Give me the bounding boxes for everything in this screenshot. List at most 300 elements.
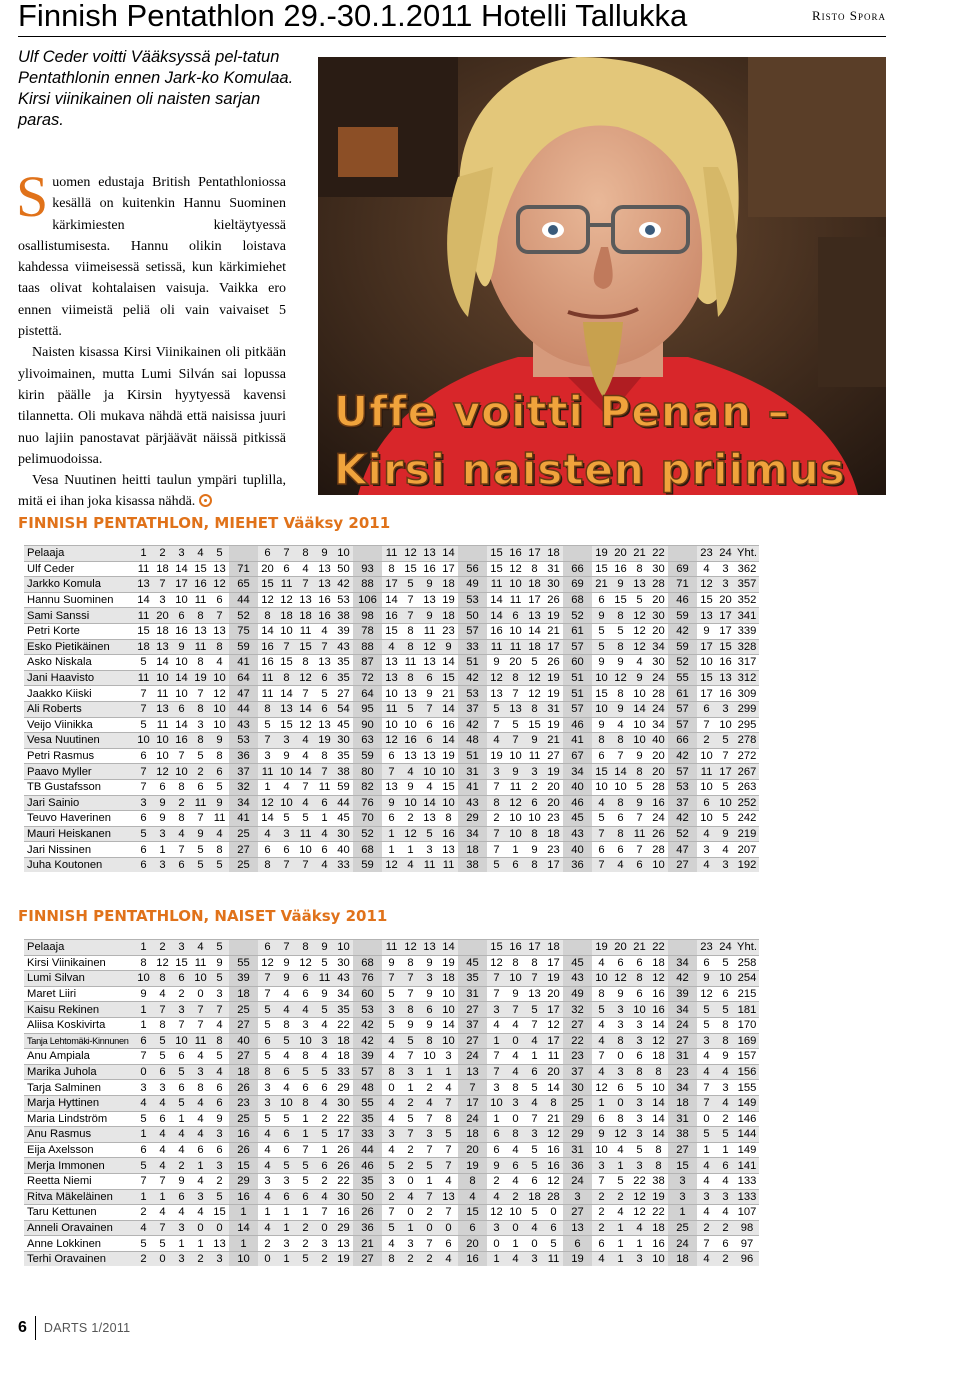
leg-score: 31 bbox=[544, 561, 563, 577]
leg-score: 3 bbox=[697, 1033, 716, 1049]
leg-score: 6 bbox=[315, 670, 334, 686]
leg-score: 3 bbox=[525, 764, 544, 780]
leg-score: 53 bbox=[334, 592, 353, 608]
total-score: 362 bbox=[735, 561, 759, 577]
leg-score: 7 bbox=[153, 577, 172, 593]
leg-score: 3 bbox=[439, 1049, 458, 1065]
leg-score: 1 bbox=[420, 1173, 439, 1189]
leg-score: 8 bbox=[277, 670, 296, 686]
leg-score: 5 bbox=[401, 701, 420, 717]
leg-score: 6 bbox=[315, 701, 334, 717]
leg-score: 3 bbox=[420, 1127, 439, 1143]
leg-score: 10 bbox=[172, 764, 191, 780]
leg-score: 9 bbox=[172, 1173, 191, 1189]
leg-score: 15 bbox=[191, 561, 210, 577]
leg-score: 5 bbox=[525, 1158, 544, 1174]
leg-score: 6 bbox=[697, 795, 716, 811]
leg-score: 6 bbox=[439, 1236, 458, 1252]
column-header: 5 bbox=[210, 546, 229, 562]
leg-score: 50 bbox=[334, 561, 353, 577]
leg-score: 3 bbox=[258, 748, 277, 764]
set-subtotal: 3 bbox=[563, 1189, 592, 1205]
leg-score: 1 bbox=[487, 1033, 506, 1049]
leg-score: 2 bbox=[420, 1205, 439, 1221]
leg-score: 18 bbox=[525, 639, 544, 655]
leg-score: 42 bbox=[334, 577, 353, 593]
leg-score: 4 bbox=[258, 1189, 277, 1205]
leg-score: 12 bbox=[649, 971, 668, 987]
set-subtotal: 63 bbox=[353, 733, 382, 749]
leg-score: 10 bbox=[506, 748, 525, 764]
leg-score: 26 bbox=[334, 1142, 353, 1158]
leg-score: 20 bbox=[153, 608, 172, 624]
leg-score: 8 bbox=[525, 561, 544, 577]
leg-score: 18 bbox=[277, 608, 296, 624]
leg-score: 14 bbox=[439, 701, 458, 717]
leg-score: 4 bbox=[382, 1049, 401, 1065]
column-header: 3 bbox=[172, 546, 191, 562]
article-paragraph-1: Suomen edustaja British Pentathloniossa kesällä on kuitenkin Hannu Suominen kärkimiesten kieltäytyessä osallistumisesta. Hannu olikin loistava kahdessa viimeisessä setissä, kun kärkimiehet taas olivat kohtalaisen vaisuja. Vaikka ero ennen viimeistä peliä oli vain vaivaiset 5 pistettä. bbox=[16, 164, 286, 340]
column-header: 4 bbox=[191, 546, 210, 562]
set-subtotal: 1 bbox=[229, 1236, 258, 1252]
leg-score: 14 bbox=[420, 795, 439, 811]
leg-score: 6 bbox=[210, 1095, 229, 1111]
leg-score: 7 bbox=[172, 1017, 191, 1033]
leg-score: 10 bbox=[649, 1251, 668, 1266]
total-score: 242 bbox=[735, 811, 759, 827]
leg-score: 6 bbox=[134, 748, 153, 764]
leg-score: 16 bbox=[649, 1236, 668, 1252]
leg-score: 10 bbox=[439, 986, 458, 1002]
set-subtotal: 6 bbox=[563, 1236, 592, 1252]
magazine-issue: DARTS 1/2011 bbox=[43, 1321, 131, 1335]
player-name: TB Gustafsson bbox=[24, 779, 134, 795]
leg-score: 11 bbox=[630, 826, 649, 842]
leg-score: 0 bbox=[611, 1095, 630, 1111]
set-subtotal: 48 bbox=[458, 733, 487, 749]
leg-score: 3 bbox=[525, 1251, 544, 1266]
leg-score: 8 bbox=[382, 1251, 401, 1266]
leg-score: 1 bbox=[401, 842, 420, 858]
leg-score: 11 bbox=[296, 623, 315, 639]
player-name: Jari Nissinen bbox=[24, 842, 134, 858]
table-row bbox=[24, 1033, 759, 1049]
set-subtotal: 15 bbox=[668, 1158, 697, 1174]
leg-score: 2 bbox=[401, 1251, 420, 1266]
table-row bbox=[24, 826, 759, 842]
leg-score: 7 bbox=[210, 608, 229, 624]
leg-score: 8 bbox=[191, 701, 210, 717]
column-header: 7 bbox=[277, 940, 296, 956]
leg-score: 3 bbox=[153, 592, 172, 608]
leg-score: 15 bbox=[592, 561, 611, 577]
leg-score: 2 bbox=[592, 1205, 611, 1221]
leg-score: 12 bbox=[382, 733, 401, 749]
leg-score: 9 bbox=[630, 795, 649, 811]
set-subtotal: 27 bbox=[563, 1205, 592, 1221]
leg-score: 17 bbox=[334, 1127, 353, 1143]
column-header bbox=[458, 940, 487, 956]
leg-score: 5 bbox=[592, 1002, 611, 1018]
leg-score: 38 bbox=[334, 764, 353, 780]
leg-score: 8 bbox=[191, 733, 210, 749]
set-subtotal: 52 bbox=[229, 608, 258, 624]
leg-score: 4 bbox=[592, 1033, 611, 1049]
leg-score: 10 bbox=[134, 971, 153, 987]
column-header: 21 bbox=[630, 546, 649, 562]
leg-score: 8 bbox=[258, 857, 277, 872]
leg-score: 2 bbox=[611, 1189, 630, 1205]
table-header-row bbox=[24, 940, 759, 956]
leg-score: 14 bbox=[439, 733, 458, 749]
leg-score: 4 bbox=[153, 986, 172, 1002]
leg-score: 8 bbox=[296, 1095, 315, 1111]
leg-score: 12 bbox=[258, 592, 277, 608]
leg-score: 4 bbox=[592, 1251, 611, 1266]
leg-score: 10 bbox=[592, 779, 611, 795]
leg-score: 4 bbox=[210, 1017, 229, 1033]
leg-score: 8 bbox=[630, 764, 649, 780]
set-subtotal: 46 bbox=[563, 795, 592, 811]
leg-score: 3 bbox=[172, 1251, 191, 1266]
leg-score: 14 bbox=[134, 592, 153, 608]
leg-score: 9 bbox=[716, 826, 735, 842]
set-subtotal: 68 bbox=[563, 592, 592, 608]
leg-score: 26 bbox=[544, 655, 563, 671]
leg-score: 6 bbox=[277, 1142, 296, 1158]
leg-score: 8 bbox=[401, 639, 420, 655]
leg-score: 18 bbox=[649, 955, 668, 971]
leg-score: 6 bbox=[420, 1002, 439, 1018]
leg-score: 4 bbox=[134, 1220, 153, 1236]
leg-score: 5 bbox=[716, 779, 735, 795]
leg-score: 3 bbox=[487, 764, 506, 780]
player-name: Sami Sanssi bbox=[24, 608, 134, 624]
leg-score: 7 bbox=[697, 1080, 716, 1096]
table-row bbox=[24, 764, 759, 780]
leg-score: 12 bbox=[611, 670, 630, 686]
leg-score: 2 bbox=[401, 1095, 420, 1111]
set-subtotal: 59 bbox=[668, 639, 697, 655]
leg-score: 6 bbox=[172, 1049, 191, 1065]
leg-score: 10 bbox=[649, 1080, 668, 1096]
leg-score: 1 bbox=[439, 1064, 458, 1080]
table-row bbox=[24, 857, 759, 872]
leg-score: 8 bbox=[210, 1033, 229, 1049]
leg-score: 10 bbox=[630, 733, 649, 749]
leg-score: 5 bbox=[611, 1173, 630, 1189]
leg-score: 9 bbox=[420, 608, 439, 624]
leg-score: 1 bbox=[153, 842, 172, 858]
set-subtotal: 39 bbox=[229, 971, 258, 987]
leg-score: 4 bbox=[716, 1173, 735, 1189]
leg-score: 23 bbox=[544, 811, 563, 827]
leg-score: 7 bbox=[697, 1236, 716, 1252]
leg-score: 7 bbox=[296, 1142, 315, 1158]
leg-score: 15 bbox=[210, 1205, 229, 1221]
leg-score: 1 bbox=[296, 1111, 315, 1127]
leg-score: 13 bbox=[315, 561, 334, 577]
leg-score: 15 bbox=[592, 764, 611, 780]
leg-score: 13 bbox=[210, 623, 229, 639]
set-subtotal: 21 bbox=[353, 1236, 382, 1252]
leg-score: 7 bbox=[487, 779, 506, 795]
column-header: 9 bbox=[315, 546, 334, 562]
leg-score: 1 bbox=[296, 1205, 315, 1221]
player-name: Mauri Heiskanen bbox=[24, 826, 134, 842]
leg-score: 15 bbox=[277, 655, 296, 671]
set-subtotal: 42 bbox=[668, 811, 697, 827]
leg-score: 13 bbox=[506, 701, 525, 717]
set-subtotal: 4 bbox=[458, 1189, 487, 1205]
leg-score: 39 bbox=[334, 623, 353, 639]
leg-score: 30 bbox=[649, 561, 668, 577]
leg-score: 4 bbox=[191, 1095, 210, 1111]
leg-score: 7 bbox=[277, 639, 296, 655]
leg-score: 6 bbox=[172, 971, 191, 987]
leg-score: 14 bbox=[630, 701, 649, 717]
leg-score: 7 bbox=[315, 639, 334, 655]
leg-score: 7 bbox=[439, 1142, 458, 1158]
leg-score: 12 bbox=[487, 955, 506, 971]
leg-score: 3 bbox=[716, 701, 735, 717]
set-subtotal: 42 bbox=[458, 670, 487, 686]
column-header: 15 bbox=[487, 940, 506, 956]
leg-score: 7 bbox=[487, 717, 506, 733]
leg-score: 4 bbox=[210, 826, 229, 842]
leg-score: 11 bbox=[487, 639, 506, 655]
leg-score: 5 bbox=[697, 1127, 716, 1143]
leg-score: 6 bbox=[611, 842, 630, 858]
leg-score: 6 bbox=[277, 561, 296, 577]
leg-score: 9 bbox=[506, 986, 525, 1002]
leg-score: 16 bbox=[716, 655, 735, 671]
set-subtotal: 42 bbox=[668, 748, 697, 764]
total-score: 339 bbox=[735, 623, 759, 639]
leg-score: 4 bbox=[525, 1033, 544, 1049]
leg-score: 11 bbox=[315, 971, 334, 987]
set-subtotal: 34 bbox=[458, 826, 487, 842]
leg-score: 4 bbox=[315, 1049, 334, 1065]
leg-score: 4 bbox=[697, 1173, 716, 1189]
leg-score: 11 bbox=[191, 1033, 210, 1049]
table-row bbox=[24, 1205, 759, 1221]
leg-score: 1 bbox=[315, 811, 334, 827]
leg-score: 5 bbox=[697, 1017, 716, 1033]
leg-score: 7 bbox=[716, 748, 735, 764]
leg-score: 3 bbox=[401, 1236, 420, 1252]
leg-score: 14 bbox=[649, 1127, 668, 1143]
leg-score: 12 bbox=[630, 1189, 649, 1205]
column-header bbox=[668, 940, 697, 956]
leg-score: 22 bbox=[649, 1205, 668, 1221]
leg-score: 3 bbox=[506, 1095, 525, 1111]
leg-score: 9 bbox=[611, 655, 630, 671]
set-subtotal: 38 bbox=[458, 857, 487, 872]
leg-score: 10 bbox=[210, 670, 229, 686]
leg-score: 9 bbox=[592, 1127, 611, 1143]
leg-score: 6 bbox=[134, 811, 153, 827]
player-name: Asko Niskala bbox=[24, 655, 134, 671]
set-subtotal: 31 bbox=[458, 986, 487, 1002]
leg-score: 3 bbox=[210, 986, 229, 1002]
leg-score: 13 bbox=[277, 701, 296, 717]
leg-score: 5 bbox=[296, 1173, 315, 1189]
set-subtotal: 23 bbox=[229, 1095, 258, 1111]
leg-score: 3 bbox=[210, 1158, 229, 1174]
leg-score: 12 bbox=[525, 686, 544, 702]
column-header: 8 bbox=[296, 546, 315, 562]
column-header: 15 bbox=[487, 546, 506, 562]
table-row bbox=[24, 686, 759, 702]
set-subtotal: 106 bbox=[353, 592, 382, 608]
leg-score: 4 bbox=[315, 1189, 334, 1205]
leg-score: 11 bbox=[153, 717, 172, 733]
leg-score: 3 bbox=[382, 1002, 401, 1018]
set-subtotal: 57 bbox=[668, 764, 697, 780]
leg-score: 10 bbox=[506, 577, 525, 593]
leg-score: 3 bbox=[277, 826, 296, 842]
leg-score: 16 bbox=[439, 826, 458, 842]
total-score: 97 bbox=[735, 1236, 759, 1252]
column-header: 24 bbox=[716, 940, 735, 956]
column-header: 23 bbox=[697, 940, 716, 956]
leg-score: 8 bbox=[210, 639, 229, 655]
leg-score: 14 bbox=[487, 608, 506, 624]
leg-score: 6 bbox=[525, 1173, 544, 1189]
set-subtotal: 61 bbox=[563, 623, 592, 639]
leg-score: 14 bbox=[153, 655, 172, 671]
leg-score: 3 bbox=[592, 1158, 611, 1174]
leg-score: 15 bbox=[401, 561, 420, 577]
leg-score: 18 bbox=[134, 639, 153, 655]
leg-score: 7 bbox=[592, 1173, 611, 1189]
leg-score: 2 bbox=[716, 1251, 735, 1266]
table-row bbox=[24, 1049, 759, 1065]
leg-score: 10 bbox=[277, 795, 296, 811]
leg-score: 8 bbox=[153, 971, 172, 987]
set-subtotal: 48 bbox=[353, 1080, 382, 1096]
leg-score: 4 bbox=[153, 1142, 172, 1158]
set-subtotal: 6 bbox=[458, 1220, 487, 1236]
leg-score: 35 bbox=[334, 748, 353, 764]
leg-score: 12 bbox=[544, 1173, 563, 1189]
leg-score: 6 bbox=[420, 717, 439, 733]
leg-score: 10 bbox=[420, 1049, 439, 1065]
leg-score: 0 bbox=[382, 1080, 401, 1096]
column-header: 20 bbox=[611, 546, 630, 562]
leg-score: 13 bbox=[630, 577, 649, 593]
leg-score: 34 bbox=[649, 639, 668, 655]
leg-score: 30 bbox=[334, 1189, 353, 1205]
leg-score: 8 bbox=[611, 826, 630, 842]
leg-score: 5 bbox=[134, 655, 153, 671]
set-subtotal: 95 bbox=[353, 701, 382, 717]
set-subtotal: 59 bbox=[353, 748, 382, 764]
set-subtotal: 19 bbox=[563, 1251, 592, 1266]
leg-score: 8 bbox=[506, 670, 525, 686]
set-subtotal: 45 bbox=[458, 955, 487, 971]
column-header: 13 bbox=[420, 546, 439, 562]
leg-score: 14 bbox=[611, 764, 630, 780]
set-subtotal: 29 bbox=[458, 811, 487, 827]
leg-score: 5 bbox=[277, 1111, 296, 1127]
leg-score: 7 bbox=[592, 826, 611, 842]
leg-score: 9 bbox=[401, 779, 420, 795]
leg-score: 16 bbox=[172, 623, 191, 639]
player-name: Teuvo Haverinen bbox=[24, 811, 134, 827]
leg-score: 1 bbox=[716, 1142, 735, 1158]
leg-score: 16 bbox=[649, 1002, 668, 1018]
player-name: Tarja Salminen bbox=[24, 1080, 134, 1096]
leg-score: 12 bbox=[525, 670, 544, 686]
leg-score: 6 bbox=[296, 1189, 315, 1205]
article-body bbox=[16, 164, 286, 513]
leg-score: 2 bbox=[134, 1205, 153, 1221]
leg-score: 1 bbox=[191, 1236, 210, 1252]
leg-score: 1 bbox=[191, 1158, 210, 1174]
leg-score: 8 bbox=[296, 655, 315, 671]
column-header: 19 bbox=[592, 546, 611, 562]
author-byline: Risto Spora bbox=[812, 8, 886, 23]
article-paragraph-2: Naisten kisassa Kirsi Viinikainen oli pitkään ylivoimainen, mutta Lumi Silván sai lopussa kirin päälle ja Kirsin hyytyessä kavensi tilannetta. Oli mukava nähdä että naisissa juuri nuo lajiin panostavat pärjäävät näissä pitkissä pelimuodoissa. bbox=[18, 345, 286, 467]
table-row bbox=[24, 561, 759, 577]
total-score: 146 bbox=[735, 1111, 759, 1127]
column-header: 14 bbox=[439, 546, 458, 562]
leg-score: 16 bbox=[439, 717, 458, 733]
set-subtotal: 72 bbox=[353, 670, 382, 686]
player-name: Vesa Nuutinen bbox=[24, 733, 134, 749]
leg-score: 11 bbox=[134, 608, 153, 624]
leg-score: 13 bbox=[210, 1236, 229, 1252]
leg-score: 16 bbox=[420, 561, 439, 577]
leg-score: 4 bbox=[716, 842, 735, 858]
set-subtotal: 41 bbox=[229, 811, 258, 827]
leg-score: 10 bbox=[506, 826, 525, 842]
leg-score: 4 bbox=[439, 1080, 458, 1096]
leg-score: 5 bbox=[258, 1002, 277, 1018]
leg-score: 5 bbox=[315, 1127, 334, 1143]
leg-score: 4 bbox=[258, 1142, 277, 1158]
set-subtotal: 27 bbox=[458, 1033, 487, 1049]
leg-score: 19 bbox=[439, 748, 458, 764]
column-header: 20 bbox=[611, 940, 630, 956]
leg-score: 20 bbox=[649, 764, 668, 780]
leg-score: 2 bbox=[172, 795, 191, 811]
player-name: Esko Pietikäinen bbox=[24, 639, 134, 655]
total-score: 169 bbox=[735, 1033, 759, 1049]
leg-score: 20 bbox=[649, 592, 668, 608]
leg-score: 7 bbox=[592, 857, 611, 872]
leg-score: 2 bbox=[420, 1080, 439, 1096]
column-header: 17 bbox=[525, 940, 544, 956]
leg-score: 5 bbox=[210, 1049, 229, 1065]
leg-score: 11 bbox=[191, 592, 210, 608]
set-subtotal: 59 bbox=[668, 608, 697, 624]
leg-score: 38 bbox=[649, 1173, 668, 1189]
column-header: 9 bbox=[315, 940, 334, 956]
player-name: Terhi Oravainen bbox=[24, 1251, 134, 1266]
leg-score: 18 bbox=[334, 1033, 353, 1049]
set-subtotal: 76 bbox=[353, 971, 382, 987]
leg-score: 10 bbox=[382, 717, 401, 733]
leg-score: 7 bbox=[439, 1095, 458, 1111]
set-subtotal: 43 bbox=[458, 795, 487, 811]
leg-score: 6 bbox=[315, 1158, 334, 1174]
leg-score: 8 bbox=[315, 748, 334, 764]
leg-score: 6 bbox=[277, 1064, 296, 1080]
set-subtotal: 34 bbox=[563, 764, 592, 780]
